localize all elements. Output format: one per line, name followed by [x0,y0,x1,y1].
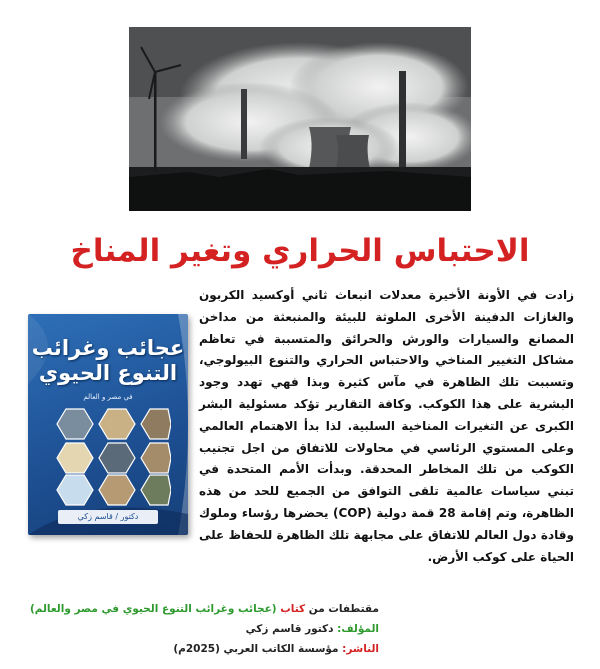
book-title-line2: التنوع الحيوي [38,361,178,385]
book-cover [28,314,188,535]
book-author: دكتور / قاسم زكي [58,510,158,524]
excerpt-title: (عجائب وغرائب التنوع الحيوي في مصر والعالم) [29,603,277,615]
publisher-label: الناشر: [338,643,379,655]
excerpt-word: كتاب [276,603,306,615]
book-subtitle: في مصر و العالم [83,393,133,401]
author-label: المؤلف: [333,623,379,635]
excerpt-label: مقتطفات من [305,603,379,615]
power-plant-photo [129,27,471,211]
author-name: دكتور قاسم زكي [245,623,334,635]
publisher-name: مؤسسة الكاتب العربي (2025م) [173,643,339,655]
excerpt-line [0,599,379,619]
article-body: زادت في الأونة الأخيرة معدلات انبعاث ثاني أوكسيد الكربون والغازات الدفينة الأخرى الملوثة للبيئة والمنبعثة من مداخن المصانع والسيارات والورش والحرائق والمتسببة في تعاظم مشاكل التغيير المناخي والاحتباس الحراري والتنوع البيولوجي، وتسببت تلك الظاهرة في مآس كثيرة وبذا فهي تهدد وجود البشرية على هذا الكوكب. وكافة التقارير تؤكد مسئولية البشر الكبرى عن التغيرات المناخية السلبية. لذا بدأ الاهتمام العالمي وعلى المستوي الرئاسي في محاولات للاتفاق من اجل تجنيب الكوكب من تلك المخاطر المحدقة. وبدأت الأمم المتحدة في تبني سياسات عالمية تلقى التوافق من الجميع للحد من هذه الظاهرة، وتم إقامة 28 قمة دولية (COP) يحضرها رؤساء وملوك وقادة دول العالم للاتفاق على مجابهة تلك الظاهرة للحفاظ على الحياة على كوكب الأرض. [199,288,574,564]
article-title: الاحتباس الحراري وتغير المناخ [70,233,530,269]
book-title-line1: عجائب وغرائب [31,336,185,360]
book-hexagon-images [45,407,171,511]
author-line [0,619,379,639]
power-plant-illustration [129,27,471,211]
credits [0,599,379,659]
publisher-line [0,639,379,659]
